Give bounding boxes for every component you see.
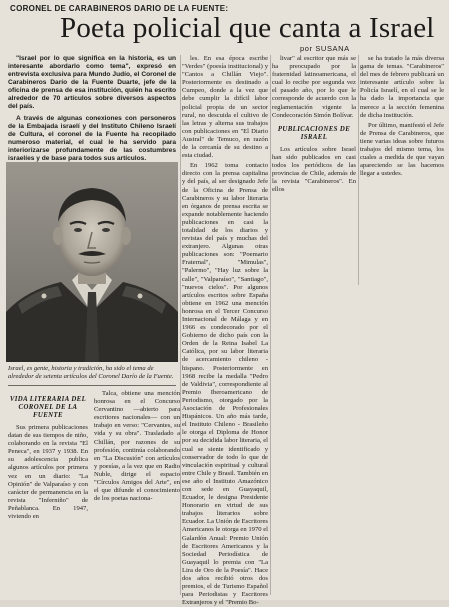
- section-title: PUBLICACIONES DE ISRAEL: [277, 125, 351, 141]
- column-text: Talca, obtiene una mención honrosa en el Concurso Cervantino —abierto para escritores nacionales— con un trabajo en verso: "Cervantes, su vida y su obra". Trasladado a Chillán, por razones de su profesión, continúa colaborando en "La Discusión" con artículos y poesías, a la vez que en Radio Nuble, dirige el espacio "Círculos Amigos del Arte", en el que difunde el conocimiento de los poetas naciona-: [94, 390, 180, 503]
- column-text: Por último, manifestó el Jefe de Prensa de Carabineros, que tiene varias ideas sobre futuros trabajos del mismo tema, los cuales a medida de que vayan apareciendo se las hacemos llegar a ustedes.: [360, 121, 444, 178]
- column-text: En 1962 toma contacto directo con la prensa capitalina y del país, al ser designado Jefe de la Oficina de Prensa de Carabineros y su labor literaria en órganos de prensa escrita se expande notablemente haciendo publicaciones en casi la totalidad de los diarios y revistas del país y muchas del extranjero. Algunas otras publicaciones son: "Poemario Fraternal", "Mimulas", "Palermo", "Hay luz sobre la calle", "Valparaíso", "Santiago", "nuevos cielos". Por algunos artículos escritos sobre España obtiene en 1962 una mención honrosa en el Tercer Concurso Internacional de Málaga y en 1966 es condecorado por el Gobierno de dicho país con la Orden de la Reina Isabel La Católica, por su labor literaria de acercamiento chileno - hispano. Posteriormente en 1968 recibe la medalla "Pedro de Valdivia", correspondiente al Premio Iberoamericano de Periodismo, otorgado por la Asociación de Profesionales Hispánicos. Un año más tarde, el Instituto Chileno - Brasileño le otorga el Diploma de Honor por su decidida labor literaria, el cual se siente identificado y conservador de todo lo que de vinculación espiritual y cultural entre Chile y Brasil. También en ese año el Instituto Amazónico con sede en Guayaquil, Ecuador, le designa Presidente Honorario en virtud de sus trabajos literarios sobre Ecuador. La Unión de Escritores Americanos le otorga en 1970 el Galardón Anual: Premio Unión de Escritores Americanos y la Sociedad Periodística de Guayaquil lo premia con "La Lira de Oro de la Poesía". Hace dos años recibió otros dos premios, el de Turismo Español para Periodistas y Escritores Extranjeros y el "Premio Bo-: [182, 162, 268, 607]
- column-rule: [270, 55, 271, 595]
- column-4: [272, 55, 356, 194]
- column-text: les. En esa época escribe "Verdes" (poesía institucional) y "Cantos a Chillán Viejo". Posteriormente es destinado a Cumpeo, donde a la vez que debe cumplir la difícil labor policial propia de un sector rural, no descuida el cultivo de las letras y alterna sus trabajos con publicaciones en "El Diario Austral" de Temuco, en razón de la cercanía de su destino a esta ciudad.: [182, 55, 268, 160]
- photo-caption: Israel, es gente, historia y tradición, ha sido el tema de alrededor de setenta artículos del Coronel Darío de la Fuente.: [8, 365, 174, 380]
- article-byline: por SUSANA: [300, 44, 350, 53]
- column-rule: [358, 55, 359, 285]
- column-rule: [180, 55, 181, 595]
- divider: [8, 385, 176, 386]
- column-5: [360, 55, 444, 178]
- column-text: livar" al escritor que más se ha preocupado por la fraternidad latinoamericana, el cual lo recibe por segunda vez el pasado año, por lo que le corresponde de acuerdo con la reglamentación vigente la Condecoración Simón Bolívar.: [272, 55, 356, 119]
- column-text: Sus primera publicaciones datan de sus tiempos de niño, colaborando en la revista "El Peneca", en 1937 y 1938. En su adolescencia publica algunos artículos por primera vez en un diario: "La Opinión" de Valparaíso y con carácter de permanencia en la revista "Inferniño" de Peñablanca. En 1947, viviendo en: [8, 424, 88, 521]
- intro-paragraph: A través de algunas conexiones con personeros de la Embajada israelí y del Instituto Chileno Israelí de Cultura, el coronel de la Fuente ha recopilado numeroso material, el cual le ha servido para interiorizarse profundamente de las costumbres israelíes y de base para todos sus artículos.: [8, 115, 176, 162]
- portrait-photo: [6, 162, 178, 362]
- column-2: [94, 390, 180, 503]
- column-1: [8, 390, 88, 521]
- column-text: Los artículos sobre Israel han sido publicados en casi todos los periódicos de las provincias de Chile, además de la revista "Carabineros". En ellos: [272, 145, 356, 194]
- article-headline: Poeta policial que canta a Israel: [60, 12, 435, 44]
- portrait-illustration: [6, 162, 178, 362]
- section-title: VIDA LITERARIA DEL CORONEL DE LA FUENTE: [9, 396, 87, 419]
- column-3: [182, 55, 268, 607]
- article-kicker: CORONEL DE CARABINEROS DARIO DE LA FUENTE:: [10, 4, 229, 13]
- column-text: se ha tratado la más diversa gama de temas. "Carabineros" del mes de febrero publicará un interesante artículo sobre la Policía Israelí, en el cual se le ha dado la importancia que merece a la sección femenina de dicha institución.: [360, 55, 444, 119]
- article-intro: [8, 55, 176, 167]
- intro-paragraph: "Israel por lo que significa en la historia, es un interesante abordarlo como tema", expresó en entrevista exclusiva para Mundo Judío, el Coronel de Carabineros Darío de la Fuente Duarte, jefe de la oficina de prensa de esa institución, quién ha escrito alrededor de 70 artículos sobre diversos aspectos del país.: [8, 55, 176, 110]
